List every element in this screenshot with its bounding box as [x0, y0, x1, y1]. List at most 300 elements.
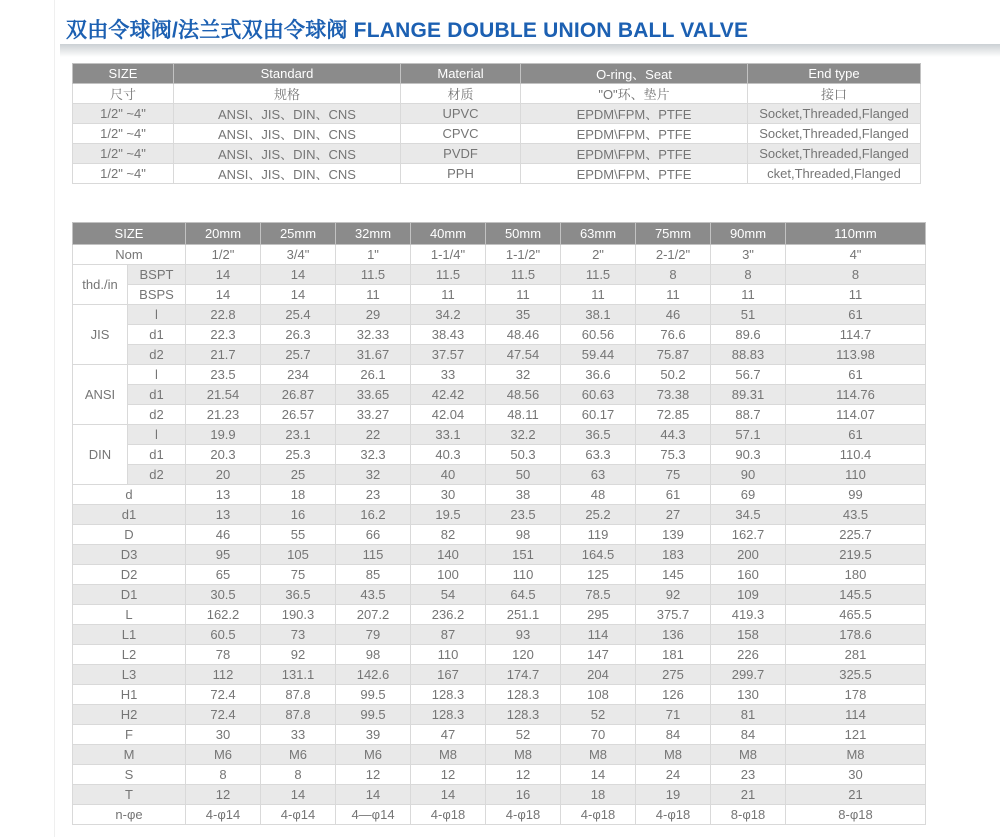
dim-col-header: 25mm: [261, 223, 336, 245]
dim-row-label: d2: [128, 465, 186, 485]
dim-cell: 73: [261, 625, 336, 645]
dim-cell: 39: [336, 725, 411, 745]
dim-row: [73, 525, 926, 545]
dim-cell: 32.2: [486, 425, 561, 445]
dim-cell: 12: [336, 765, 411, 785]
dim-cell: 23.5: [486, 505, 561, 525]
dim-cell: 38.1: [561, 305, 636, 325]
page-margin-line: [54, 0, 55, 837]
dim-cell: 4": [786, 245, 926, 265]
dim-cell: 25.4: [261, 305, 336, 325]
dim-row: [73, 585, 926, 605]
dim-cell: 2": [561, 245, 636, 265]
dim-row-label: L3: [73, 665, 186, 685]
dim-row: [73, 445, 926, 465]
dim-cell: 14: [261, 265, 336, 285]
dim-row-label: d1: [128, 325, 186, 345]
dim-cell: 50.3: [486, 445, 561, 465]
dim-cell: 59.44: [561, 345, 636, 365]
dim-cell: M8: [486, 745, 561, 765]
dim-row: [73, 625, 926, 645]
dim-cell: 23: [336, 485, 411, 505]
dim-row-label: l: [128, 305, 186, 325]
dim-cell: 84: [636, 725, 711, 745]
dim-cell: M8: [711, 745, 786, 765]
dim-cell: 36.5: [561, 425, 636, 445]
dim-cell: 25: [261, 465, 336, 485]
dim-cell: 63: [561, 465, 636, 485]
dim-cell: M8: [636, 745, 711, 765]
dim-cell: 21: [711, 785, 786, 805]
dim-cell: 30.5: [186, 585, 261, 605]
dim-cell: 8-φ18: [711, 805, 786, 825]
dim-cell: 63.3: [561, 445, 636, 465]
dim-row: [73, 465, 926, 485]
dim-cell: 4-φ18: [411, 805, 486, 825]
dim-cell: 18: [261, 485, 336, 505]
dim-cell: 325.5: [786, 665, 926, 685]
dim-cell: 140: [411, 545, 486, 565]
dimension-table-head: [73, 223, 926, 245]
dim-cell: 131.1: [261, 665, 336, 685]
spec-row: [73, 164, 921, 184]
spec-col-subheader: 材质: [401, 84, 521, 104]
dim-row: [73, 405, 926, 425]
dim-cell: 11: [711, 285, 786, 305]
dim-cell: 22.3: [186, 325, 261, 345]
dim-cell: 3": [711, 245, 786, 265]
dim-cell: 164.5: [561, 545, 636, 565]
dim-row-label: l: [128, 425, 186, 445]
dim-cell: 93: [486, 625, 561, 645]
dim-cell: 234: [261, 365, 336, 385]
dim-cell: 61: [786, 365, 926, 385]
spec-cell: PPH: [401, 164, 521, 184]
dim-row: [73, 685, 926, 705]
dim-cell: 23.5: [186, 365, 261, 385]
dim-cell: 52: [561, 705, 636, 725]
dim-cell: 11: [411, 285, 486, 305]
dim-cell: 110.4: [786, 445, 926, 465]
dim-cell: 183: [636, 545, 711, 565]
dim-row: [73, 485, 926, 505]
dim-cell: 37.57: [411, 345, 486, 365]
dim-cell: 181: [636, 645, 711, 665]
dim-cell: 38.43: [411, 325, 486, 345]
dim-cell: 120: [486, 645, 561, 665]
dim-row-label: l: [128, 365, 186, 385]
dim-cell: 13: [186, 485, 261, 505]
dim-cell: 178: [786, 685, 926, 705]
dim-cell: 90: [711, 465, 786, 485]
dim-cell: 128.3: [411, 685, 486, 705]
dim-cell: 48: [561, 485, 636, 505]
dim-cell: 25.7: [261, 345, 336, 365]
dim-cell: 8: [636, 265, 711, 285]
dim-cell: 79: [336, 625, 411, 645]
dim-cell: 190.3: [261, 605, 336, 625]
dim-size-header: SIZE: [73, 223, 186, 245]
dim-cell: 32.33: [336, 325, 411, 345]
dim-cell: 110: [786, 465, 926, 485]
dim-cell: 114.07: [786, 405, 926, 425]
dim-cell: 36.6: [561, 365, 636, 385]
dim-cell: 33: [261, 725, 336, 745]
dim-row: [73, 265, 926, 285]
dim-cell: 11.5: [411, 265, 486, 285]
dim-cell: 142.6: [336, 665, 411, 685]
spec-cell: CPVC: [401, 124, 521, 144]
dim-row: [73, 285, 926, 305]
spec-cell: EPDM\FPM、PTFE: [521, 164, 748, 184]
dim-cell: 1-1/2": [486, 245, 561, 265]
dim-col-header: 20mm: [186, 223, 261, 245]
dim-cell: 105: [261, 545, 336, 565]
dim-cell: 125: [561, 565, 636, 585]
dim-cell: 4-φ14: [186, 805, 261, 825]
dim-cell: 42.04: [411, 405, 486, 425]
spec-col-subheader: 接口: [748, 84, 921, 104]
dim-col-header: 32mm: [336, 223, 411, 245]
dim-cell: 30: [186, 725, 261, 745]
dim-cell: 87.8: [261, 705, 336, 725]
dim-cell: 112: [186, 665, 261, 685]
dim-cell: 207.2: [336, 605, 411, 625]
dim-cell: 61: [786, 425, 926, 445]
dim-cell: 87.8: [261, 685, 336, 705]
dim-row: [73, 805, 926, 825]
dim-cell: 465.5: [786, 605, 926, 625]
dim-cell: 114: [786, 705, 926, 725]
dim-row: [73, 345, 926, 365]
dim-cell: 204: [561, 665, 636, 685]
dim-cell: 60.63: [561, 385, 636, 405]
dim-cell: 54: [411, 585, 486, 605]
spec-cell: 1/2" ~4": [73, 104, 174, 124]
dim-cell: 419.3: [711, 605, 786, 625]
page-title: 双由令球阀/法兰式双由令球阀 FLANGE DOUBLE UNION BALL VALVE: [66, 19, 749, 42]
dim-row-label: d2: [128, 405, 186, 425]
spec-table: [72, 63, 921, 184]
dim-cell: 16: [486, 785, 561, 805]
dimension-table-body: [73, 245, 926, 825]
dim-cell: 75: [636, 465, 711, 485]
dim-cell: 18: [561, 785, 636, 805]
spec-cell: Socket,Threaded,Flanged: [748, 144, 921, 164]
spec-col-subheader: 规格: [174, 84, 401, 104]
dim-cell: 2-1/2": [636, 245, 711, 265]
dim-cell: 14: [561, 765, 636, 785]
dim-cell: 27: [636, 505, 711, 525]
dim-cell: 89.31: [711, 385, 786, 405]
dim-cell: 4-φ14: [261, 805, 336, 825]
dim-cell: M8: [411, 745, 486, 765]
dim-row-label: D: [73, 525, 186, 545]
dim-cell: 295: [561, 605, 636, 625]
dim-cell: M8: [786, 745, 926, 765]
spec-cell: cket,Threaded,Flanged: [748, 164, 921, 184]
dim-cell: 47: [411, 725, 486, 745]
dim-cell: 11: [336, 285, 411, 305]
dim-cell: 56.7: [711, 365, 786, 385]
dim-cell: 44.3: [636, 425, 711, 445]
dim-cell: 158: [711, 625, 786, 645]
dim-row: [73, 665, 926, 685]
dim-col-header: 110mm: [786, 223, 926, 245]
dim-row: [73, 725, 926, 745]
dim-cell: 29: [336, 305, 411, 325]
dim-cell: 92: [261, 645, 336, 665]
dim-cell: 281: [786, 645, 926, 665]
dim-cell: 76.6: [636, 325, 711, 345]
dim-cell: 178.6: [786, 625, 926, 645]
dim-cell: 12: [411, 765, 486, 785]
dim-row-label: D1: [73, 585, 186, 605]
dim-row-label: n-φe: [73, 805, 186, 825]
dim-cell: 32: [486, 365, 561, 385]
dim-cell: 64.5: [486, 585, 561, 605]
dim-cell: 48.11: [486, 405, 561, 425]
dim-cell: 61: [636, 485, 711, 505]
dim-cell: 66: [336, 525, 411, 545]
dim-row-label: BSPT: [128, 265, 186, 285]
dim-row-label: L2: [73, 645, 186, 665]
dim-cell: 33.27: [336, 405, 411, 425]
dim-cell: 33.1: [411, 425, 486, 445]
dim-cell: 24: [636, 765, 711, 785]
dim-row: [73, 785, 926, 805]
dim-cell: 72.4: [186, 685, 261, 705]
dim-cell: 70: [561, 725, 636, 745]
dim-cell: 16: [261, 505, 336, 525]
spec-col-header: SIZE: [73, 64, 174, 84]
dim-cell: 88.7: [711, 405, 786, 425]
dim-cell: 99.5: [336, 685, 411, 705]
dim-cell: 180: [786, 565, 926, 585]
dim-row: [73, 305, 926, 325]
dim-cell: 162.7: [711, 525, 786, 545]
spec-col-header: End type: [748, 64, 921, 84]
dim-cell: 219.5: [786, 545, 926, 565]
dim-row: [73, 765, 926, 785]
dim-cell: 73.38: [636, 385, 711, 405]
dim-cell: 98: [486, 525, 561, 545]
dim-row: [73, 325, 926, 345]
dim-cell: M8: [561, 745, 636, 765]
spec-col-subheader: 尺寸: [73, 84, 174, 104]
dim-cell: 19: [636, 785, 711, 805]
spec-cell: Socket,Threaded,Flanged: [748, 104, 921, 124]
dim-col-header: 90mm: [711, 223, 786, 245]
dim-row-label: d1: [128, 385, 186, 405]
dim-cell: 19.9: [186, 425, 261, 445]
spec-table-body: [73, 104, 921, 184]
dim-cell: 4-φ18: [636, 805, 711, 825]
dim-cell: 92: [636, 585, 711, 605]
dim-cell: 136: [636, 625, 711, 645]
dim-cell: 110: [486, 565, 561, 585]
dim-cell: 12: [186, 785, 261, 805]
dim-col-header: 63mm: [561, 223, 636, 245]
dim-row: [73, 745, 926, 765]
dim-cell: 145: [636, 565, 711, 585]
dim-group-label: JIS: [73, 305, 128, 365]
dim-row: [73, 245, 926, 265]
dim-cell: 226: [711, 645, 786, 665]
dim-row: [73, 425, 926, 445]
dim-cell: 48.46: [486, 325, 561, 345]
dim-cell: 60.56: [561, 325, 636, 345]
dim-cell: 1-1/4": [411, 245, 486, 265]
spec-col-header: O-ring、Seat: [521, 64, 748, 84]
spec-cell: Socket,Threaded,Flanged: [748, 124, 921, 144]
dim-row-label: D2: [73, 565, 186, 585]
dim-group-label: DIN: [73, 425, 128, 485]
dim-cell: 40: [411, 465, 486, 485]
dim-cell: 11.5: [486, 265, 561, 285]
dim-cell: 88.83: [711, 345, 786, 365]
dim-cell: 14: [336, 785, 411, 805]
dim-cell: 84: [711, 725, 786, 745]
dim-cell: 31.67: [336, 345, 411, 365]
dim-row: [73, 545, 926, 565]
dim-row-label: BSPS: [128, 285, 186, 305]
dim-cell: 20: [186, 465, 261, 485]
dim-row-label: d1: [73, 505, 186, 525]
spec-cell: UPVC: [401, 104, 521, 124]
dim-cell: 4-φ18: [561, 805, 636, 825]
dim-cell: 90.3: [711, 445, 786, 465]
dim-row: [73, 645, 926, 665]
dim-cell: 145.5: [786, 585, 926, 605]
dim-cell: 128.3: [411, 705, 486, 725]
dim-cell: 26.1: [336, 365, 411, 385]
dim-cell: 128.3: [486, 685, 561, 705]
dim-cell: 19.5: [411, 505, 486, 525]
dim-cell: 50.2: [636, 365, 711, 385]
dim-cell: 14: [186, 265, 261, 285]
dim-cell: 32: [336, 465, 411, 485]
spec-cell: ANSI、JIS、DIN、CNS: [174, 104, 401, 124]
dim-cell: 121: [786, 725, 926, 745]
dim-cell: 139: [636, 525, 711, 545]
dim-cell: 126: [636, 685, 711, 705]
dim-cell: 109: [711, 585, 786, 605]
dim-cell: 23.1: [261, 425, 336, 445]
dim-cell: 33.65: [336, 385, 411, 405]
dim-cell: 89.6: [711, 325, 786, 345]
dim-cell: 75: [261, 565, 336, 585]
dim-row-label: L: [73, 605, 186, 625]
spec-cell: EPDM\FPM、PTFE: [521, 124, 748, 144]
dim-cell: 11: [786, 285, 926, 305]
dim-cell: 236.2: [411, 605, 486, 625]
dim-cell: 30: [786, 765, 926, 785]
dim-cell: 119: [561, 525, 636, 545]
dim-cell: 147: [561, 645, 636, 665]
dim-cell: 8: [786, 265, 926, 285]
dim-cell: 60.5: [186, 625, 261, 645]
dim-row-label: D3: [73, 545, 186, 565]
dim-cell: 26.3: [261, 325, 336, 345]
dim-cell: 34.5: [711, 505, 786, 525]
spec-cell: 1/2" ~4": [73, 164, 174, 184]
dim-cell: 22.8: [186, 305, 261, 325]
dim-cell: 114.76: [786, 385, 926, 405]
dim-cell: 40.3: [411, 445, 486, 465]
dim-cell: 200: [711, 545, 786, 565]
dim-row: [73, 385, 926, 405]
spec-cell: 1/2" ~4": [73, 144, 174, 164]
dim-row-label: H2: [73, 705, 186, 725]
spec-cell: EPDM\FPM、PTFE: [521, 144, 748, 164]
dim-cell: 72.85: [636, 405, 711, 425]
spec-cell: ANSI、JIS、DIN、CNS: [174, 164, 401, 184]
spec-cell: ANSI、JIS、DIN、CNS: [174, 144, 401, 164]
dim-cell: 14: [261, 785, 336, 805]
dim-cell: 225.7: [786, 525, 926, 545]
dim-cell: 114.7: [786, 325, 926, 345]
dim-cell: 8: [261, 765, 336, 785]
spec-cell: PVDF: [401, 144, 521, 164]
dim-cell: M6: [186, 745, 261, 765]
dim-row-label: Nom: [73, 245, 186, 265]
dim-row-label: d: [73, 485, 186, 505]
dim-cell: 78: [186, 645, 261, 665]
spec-col-header: Material: [401, 64, 521, 84]
dim-cell: 71: [636, 705, 711, 725]
dim-group-label: ANSI: [73, 365, 128, 425]
dim-row: [73, 505, 926, 525]
dim-cell: 251.1: [486, 605, 561, 625]
dim-cell: 130: [711, 685, 786, 705]
dim-cell: 128.3: [486, 705, 561, 725]
dim-cell: 36.5: [261, 585, 336, 605]
dim-cell: 30: [411, 485, 486, 505]
dim-cell: 47.54: [486, 345, 561, 365]
dim-row: [73, 365, 926, 385]
dim-cell: 75.3: [636, 445, 711, 465]
dim-cell: 4—φ14: [336, 805, 411, 825]
spec-table-head: [73, 64, 921, 104]
dim-cell: 160: [711, 565, 786, 585]
dim-row-label: M: [73, 745, 186, 765]
dim-cell: 13: [186, 505, 261, 525]
dim-cell: 167: [411, 665, 486, 685]
dim-row-label: S: [73, 765, 186, 785]
dim-cell: 21.7: [186, 345, 261, 365]
dim-cell: 114: [561, 625, 636, 645]
dim-cell: 60.17: [561, 405, 636, 425]
dim-col-header: 75mm: [636, 223, 711, 245]
dim-cell: 43.5: [786, 505, 926, 525]
dim-cell: 34.2: [411, 305, 486, 325]
dim-row-label: d1: [128, 445, 186, 465]
dim-row-label: T: [73, 785, 186, 805]
dim-cell: 4-φ18: [486, 805, 561, 825]
dim-cell: 61: [786, 305, 926, 325]
dim-cell: 42.42: [411, 385, 486, 405]
dim-row: [73, 705, 926, 725]
dim-cell: 11: [636, 285, 711, 305]
dim-cell: 69: [711, 485, 786, 505]
spec-row: [73, 144, 921, 164]
dim-cell: 21: [786, 785, 926, 805]
dim-cell: 87: [411, 625, 486, 645]
dim-cell: 23: [711, 765, 786, 785]
dim-cell: 108: [561, 685, 636, 705]
dim-cell: 3/4": [261, 245, 336, 265]
